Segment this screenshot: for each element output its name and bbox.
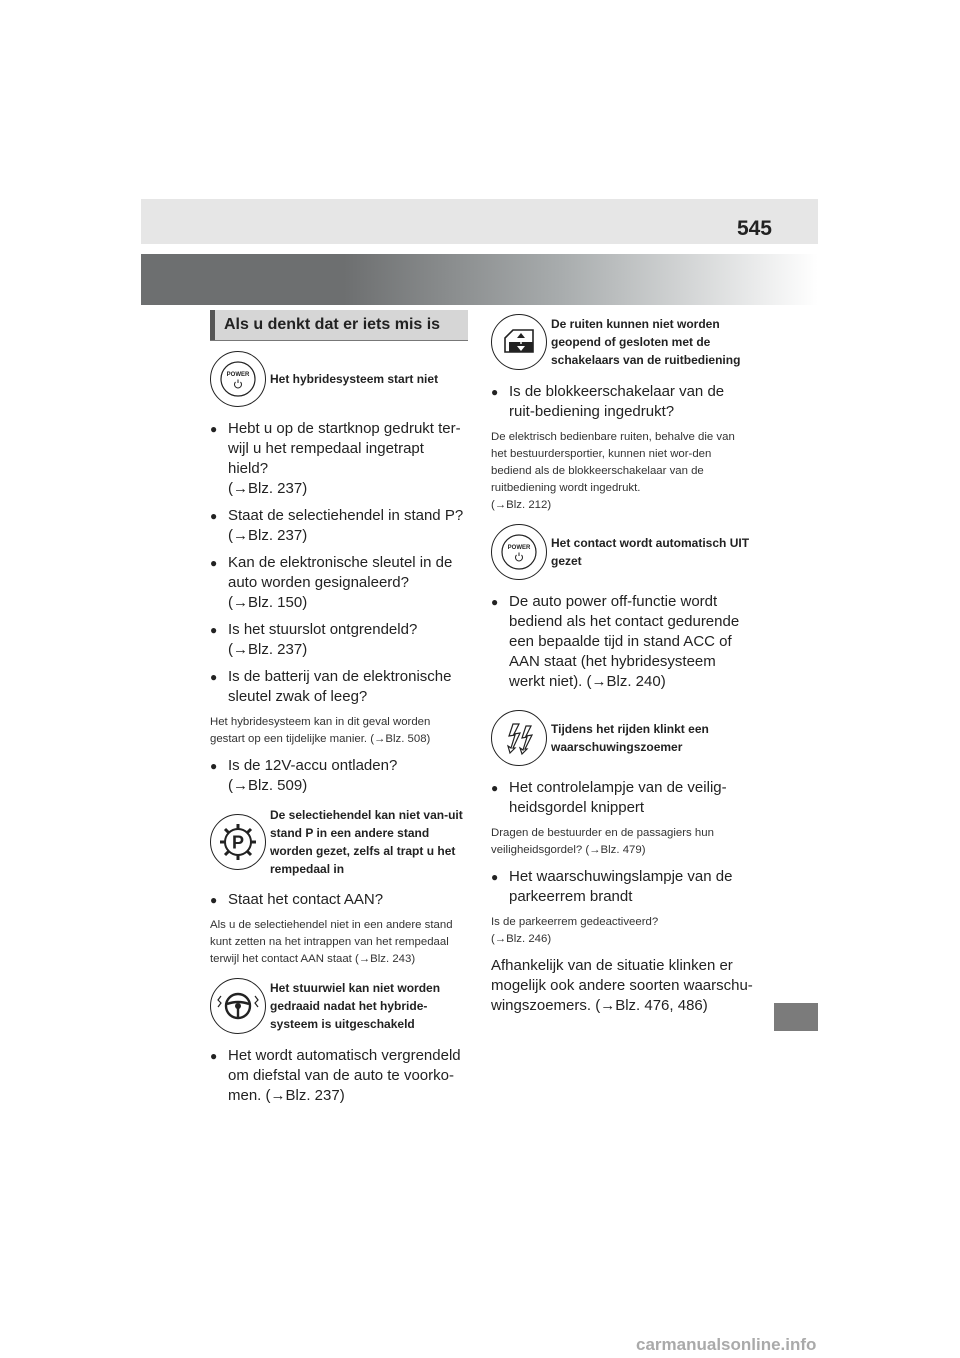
power-icon-text: POWER <box>507 545 531 551</box>
bullet-item <box>210 1046 468 1106</box>
symptom-label: De selectiehendel kan niet van-uit stand P in een andere stand worden gezet, zelfs al trapt u het rempedaal in <box>270 808 463 876</box>
bullet-item <box>210 419 468 499</box>
bullet-text: Kan de elektronische sleutel in de auto worden gesignaleerd? <box>228 554 453 591</box>
symptom-shift-lever <box>210 806 468 878</box>
bullet-text: Het waarschuwingslampje van de parkeerrem brandt <box>509 868 733 905</box>
bullet-text: Is de batterij van de elektronische sleutel zwak of leeg? <box>228 668 452 705</box>
note-body: De elektrisch bedienbare ruiten, behalve die van het bestuurdersportier, kunnen niet wor-den bediend als de blokkeerschakelaar van de ruitbediening wordt ingedrukt. <box>491 431 735 494</box>
bullet-item <box>210 756 468 796</box>
note-text: Als u de selectiehendel niet in een andere stand kunt zetten na het intrappen van het rempedaal terwijl het contact AAN staat (→Blz. 243) <box>210 919 453 965</box>
page-number: 545 <box>736 217 772 240</box>
bullet-text: Staat het contact AAN? <box>228 891 384 908</box>
parking-gear-icon <box>210 814 266 870</box>
bullet-item <box>491 592 753 692</box>
park-icon-letter: P <box>231 832 245 853</box>
note-text: Dragen de bestuurder en de passagiers hun veiligheidsgordel? (→Blz. 479) <box>491 827 714 856</box>
page-reference: (→Blz. 509) <box>228 777 308 794</box>
watermark: carmanualsonline.info <box>636 1335 817 1354</box>
bullet-item <box>491 382 753 422</box>
window-switch-icon <box>491 314 547 370</box>
section-heading: Als u denkt dat er iets mis is <box>210 310 468 340</box>
symptom-label: De ruiten kunnen niet worden geopend of gesloten met de schakelaars van de ruitbediening <box>551 317 741 367</box>
bullet-item <box>210 506 468 546</box>
chapter-tab <box>774 1003 818 1031</box>
bullet-text: Staat de selectiehendel in stand P? <box>228 507 464 524</box>
symptom-steering-wheel <box>210 978 468 1034</box>
bullet-item <box>210 553 468 613</box>
bullet-item <box>491 778 753 818</box>
page-reference: (→Blz. 212) <box>491 499 552 511</box>
paragraph-text: Afhankelijk van de situatie klinken er mogelijk ook andere soorten waarschu-wingszoemers. (→Blz. 476, 486) <box>491 957 753 1014</box>
right-column <box>491 310 753 1024</box>
symptom-label: Tijdens het rijden klinkt een waarschuwingszoemer <box>551 722 709 754</box>
bullet-text: Het controlelampje van de veilig-heidsgordel knippert <box>509 779 727 816</box>
bullet-item <box>210 620 468 660</box>
bullet-text: Hebt u op de startknop gedrukt ter-wijl u het rempedaal ingetrapt hield? <box>228 420 461 477</box>
left-column <box>210 310 468 1113</box>
page-reference: (→Blz. 237) <box>228 480 308 497</box>
symptom-auto-off <box>491 524 753 580</box>
bullet-text: Is de blokkeerschakelaar van de ruit-bediening ingedrukt? <box>509 383 725 420</box>
symptom-label: Het hybridesysteem start niet <box>270 372 439 386</box>
note-text <box>491 429 753 514</box>
steering-wheel-lock-icon <box>210 978 266 1034</box>
symptom-buzzer <box>491 710 753 766</box>
page-reference: (→Blz. 246) <box>491 933 552 945</box>
page-reference: (→Blz. 150) <box>228 594 308 611</box>
symptom-label: Het contact wordt automatisch UIT gezet <box>551 536 750 568</box>
note-body: Is de parkeerrem gedeactiveerd? <box>491 916 659 928</box>
power-button-icon <box>210 351 266 407</box>
power-icon-text: POWER <box>226 372 250 378</box>
bullet-item <box>491 867 753 907</box>
symptom-hybrid-not-start <box>210 351 468 407</box>
power-button-icon <box>491 524 547 580</box>
note-text: Het hybridesysteem kan in dit geval worden gestart op een tijdelijke manier. (→Blz. 508) <box>210 716 431 745</box>
page-number-band <box>141 199 818 244</box>
bullet-text: De auto power off-functie wordt bediend als het contact gedurende een bepaalde tijd in stand ACC of AAN staat (het hybridesysteem werkt niet). (→Blz. 240) <box>509 593 740 690</box>
chapter-band <box>141 254 818 305</box>
bullet-item <box>210 667 468 707</box>
symptom-label: Het stuurwiel kan niet worden gedraaid nadat het hybride-systeem is uitgeschakeld <box>270 981 441 1031</box>
page-reference: (→Blz. 237) <box>228 527 308 544</box>
note-text <box>491 914 753 948</box>
buzzer-warning-icon <box>491 710 547 766</box>
bullet-item <box>210 890 468 910</box>
bullet-text: Is de 12V-accu ontladen? <box>228 757 398 774</box>
page-reference: (→Blz. 237) <box>228 641 308 658</box>
bullet-text: Is het stuurslot ontgrendeld? <box>228 621 418 638</box>
section-rule <box>210 340 468 341</box>
bullet-text: Het wordt automatisch vergrendeld om diefstal van de auto te voorko-men. (→Blz. 237) <box>228 1047 461 1104</box>
symptom-windows <box>491 314 753 370</box>
